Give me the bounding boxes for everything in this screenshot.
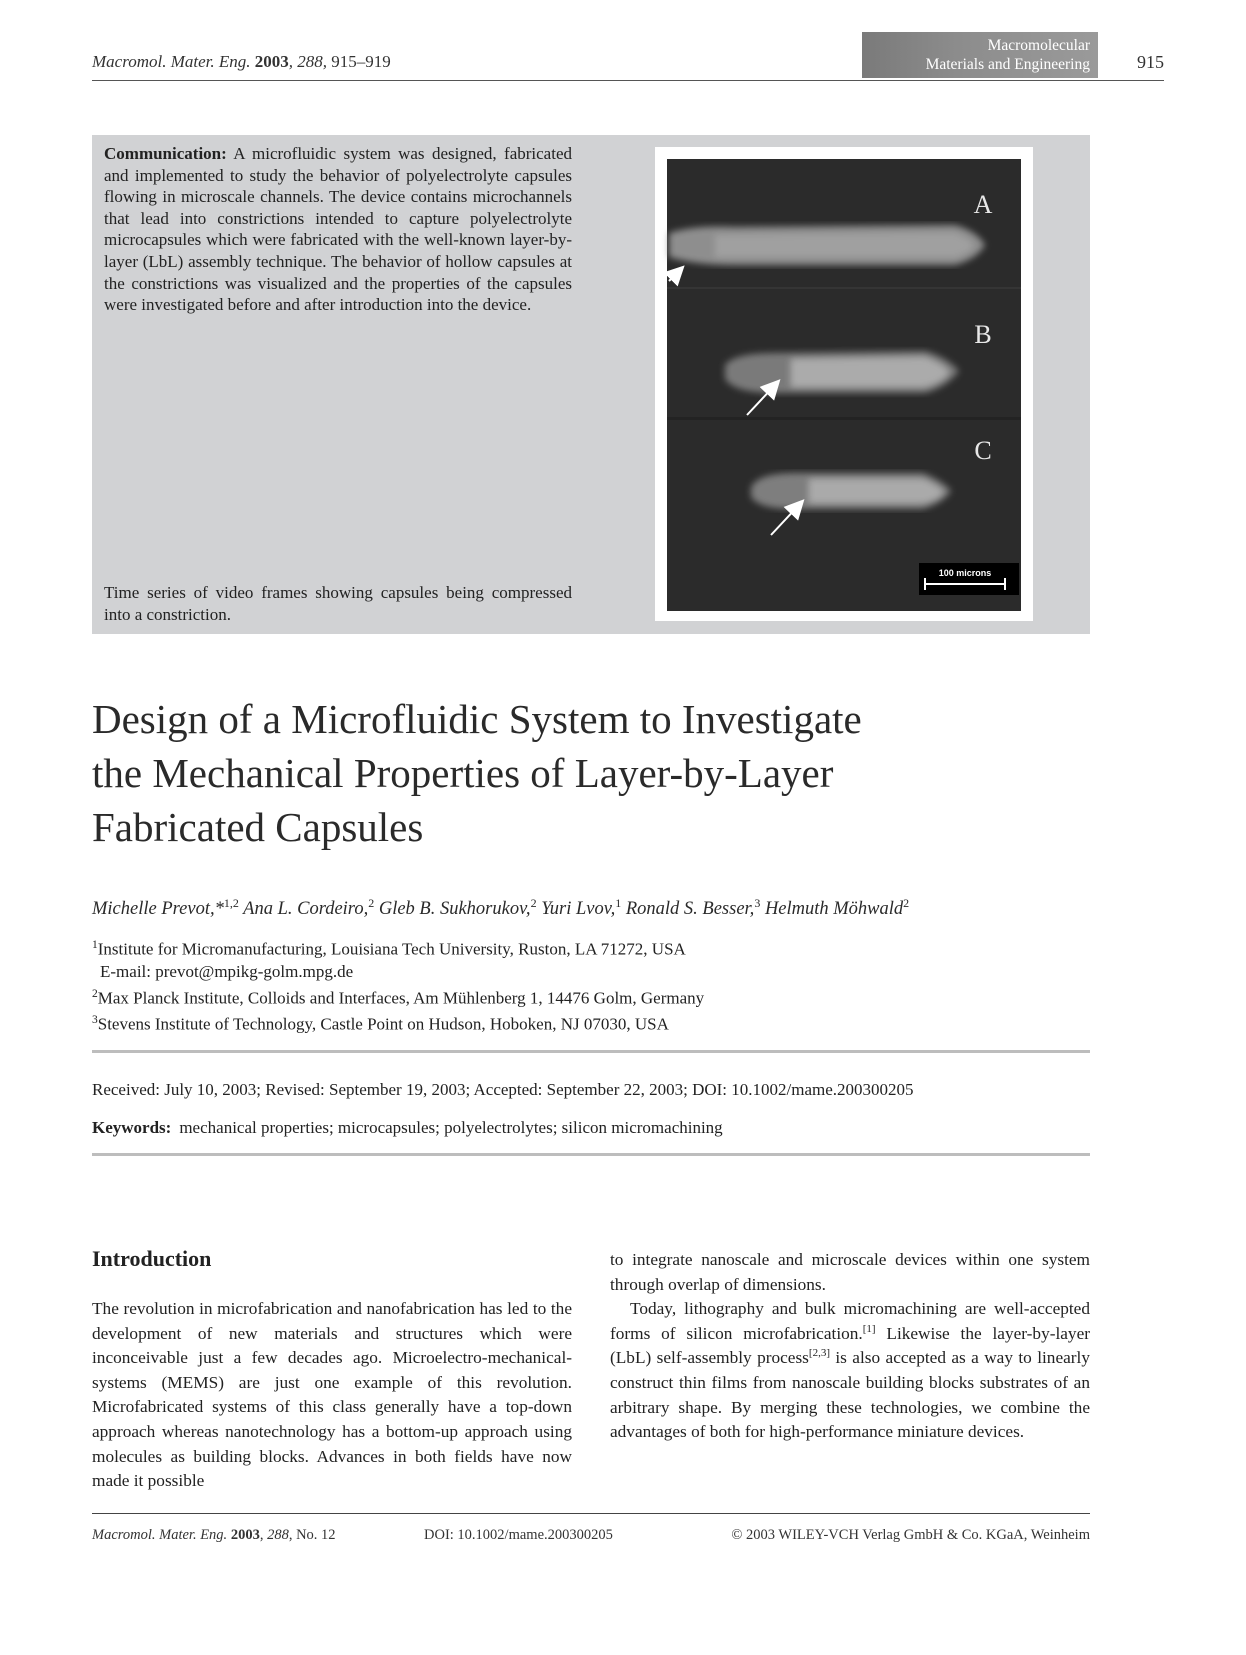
panel-label-b: B: [974, 320, 992, 349]
figure-caption: Time series of video frames showing capsules being compressed into a constriction.: [104, 583, 572, 624]
author-3: Gleb B. Sukhorukov,: [378, 899, 531, 920]
affiliation-2: [92, 983, 704, 1010]
author-6-aff: 2: [903, 896, 910, 910]
scale-bar: [919, 563, 1019, 595]
intro-paragraph-1: The revolution in microfabrication and nanofabrication has led to the development of new materials and structures which were inconceivable just a few decades ago. Microelectro-mechanical-systems (MEMS) are just one example of this revolution. Microfabricated systems of this class generally have a top-down approach whereas nanotechnology has a bottom-up approach using molecules as building blocks. Advances in both fields have now made it possible: [92, 1299, 572, 1491]
author-4: Yuri Lvov,: [541, 899, 616, 920]
running-header: [92, 37, 1164, 81]
citation-header: Macromol. Mater. Eng. 2003, 288, 915–919: [92, 52, 391, 71]
affiliations: [92, 934, 704, 1036]
reference-1-link[interactable]: [1]: [862, 1323, 876, 1336]
panel-label-c: C: [974, 436, 992, 465]
affiliation-2-text: Max Planck Institute, Colloids and Interfaces, Am Mühlenberg 1, 14476 Golm, Germany: [97, 988, 705, 1008]
footer-doi: DOI: 10.1002/mame.200300205: [424, 1527, 613, 1543]
footer-volume: 288: [267, 1527, 289, 1543]
para2-part-a: Today, lithography and bulk micromachining are well-accepted forms of silicon microfabrication.: [610, 1299, 1090, 1343]
author-3-aff: 2: [530, 896, 537, 910]
author-5-aff: 3: [754, 896, 761, 910]
affiliation-1: [92, 934, 704, 961]
keywords: mechanical properties; microcapsules; polyelectrolytes; silicon micromachining: [179, 1118, 723, 1137]
affiliation-1-num: 1: [92, 939, 98, 951]
author-1: Michelle Prevot,*: [92, 899, 224, 920]
para2-part-c: is also accepted as a way to linearly construct thin films from nanoscale building blocks substrates of an arbitrary shape. By merging these technologies, we combine the advantages of both for high-performance miniature devices.: [610, 1348, 1090, 1442]
intro-paragraph-1-cont: to integrate nanoscale and microscale devices within one system through overlap of dimensions.: [610, 1250, 1090, 1294]
panel-label-a: A: [973, 190, 993, 219]
body-column-left: [92, 1297, 572, 1494]
title-line-3: Fabricated Capsules: [92, 804, 424, 850]
capsule-c: [751, 473, 951, 509]
body-column-right: [610, 1248, 1090, 1445]
section-heading-introduction: Introduction: [92, 1246, 212, 1271]
footer-journal: Macromol. Mater. Eng.: [92, 1527, 228, 1543]
author-2: Ana L. Cordeiro,: [243, 899, 369, 920]
author-6: Helmuth Möhwald: [764, 899, 904, 920]
journal-abbrev: Macromol. Mater. Eng.: [92, 52, 251, 71]
year: 2003: [254, 52, 289, 71]
capsule-figure: [655, 147, 1033, 621]
divider-bottom: [92, 1153, 1090, 1156]
divider-top: [92, 1050, 1090, 1053]
author-2-aff: 2: [368, 896, 375, 910]
journal-logo: [862, 32, 1098, 78]
page-number: 915: [1137, 52, 1164, 72]
article-title: [92, 692, 1092, 854]
author-1-aff: 1,2: [223, 896, 239, 910]
title-line-1: Design of a Microfluidic System to Investigate: [92, 696, 862, 742]
journal-logo-line2: Materials and Engineering: [925, 56, 1090, 73]
scale-bar-label: 100 microns: [938, 568, 992, 578]
abstract-label: Communication:: [104, 144, 227, 163]
footer-copyright: © 2003 WILEY-VCH Verlag GmbH & Co. KGaA, Weinheim: [731, 1527, 1090, 1543]
footer-year: 2003: [230, 1527, 260, 1543]
affiliation-2-num: 2: [92, 987, 98, 1000]
affiliation-3: [92, 1009, 704, 1036]
figure-frame: [655, 147, 1033, 621]
abstract-body: A microfluidic system was designed, fabricated and implemented to study the behavior of polyelectrolyte capsules flowing in microscale channels. The device contains microchannels that lead into constrictions intended to capture polyelectrolyte microcapsules which were fabricated with the well-known layer-by-layer (LbL) assembly technique. The behavior of hollow capsules at the constrictions was visualized and the properties of the capsules were investigated before and after introduction into the device.: [104, 144, 572, 315]
page-range: 915–919: [331, 52, 391, 71]
journal-logo-line1: Macromolecular: [987, 37, 1090, 54]
received-line: Received: July 10, 2003; Revised: September 19, 2003; Accepted: September 22, 2003; DOI: 10.1002/mame.200300205: [92, 1080, 914, 1099]
intro-paragraph-2: [610, 1297, 1090, 1445]
title-line-2: the Mechanical Properties of Layer-by-Layer: [92, 750, 834, 796]
graphical-abstract: [92, 135, 1090, 634]
capsule-a: [669, 225, 985, 265]
capsule-b: [725, 351, 959, 393]
affiliation-1-text: Institute for Micromanufacturing, Louisiana Tech University, Ruston, LA 71272, USA: [97, 939, 686, 959]
para2-part-b: Likewise the layer-by-layer (LbL) self-assembly process: [610, 1323, 1090, 1368]
footer-rule: [92, 1513, 1090, 1514]
keywords-label: Keywords:: [92, 1118, 172, 1137]
affiliation-3-num: 3: [92, 1014, 98, 1027]
abstract-text: [104, 143, 572, 316]
footer-issue: , No. 12: [288, 1527, 336, 1543]
author-list: [92, 896, 909, 920]
keywords-line: [92, 1118, 723, 1138]
author-email: E-mail: prevot@mpikg-golm.mpg.de: [100, 961, 354, 981]
footer-citation: Macromol. Mater. Eng. 2003, 288, No. 12: [92, 1527, 336, 1543]
affiliation-3-text: Stevens Institute of Technology, Castle Point on Hudson, Hoboken, NJ 07030, USA: [97, 1014, 669, 1034]
volume: 288: [297, 52, 323, 71]
reference-2-3-link[interactable]: [2,3]: [808, 1347, 830, 1360]
author-5: Ronald S. Besser,: [625, 899, 755, 920]
author-4-aff: 1: [615, 896, 622, 910]
